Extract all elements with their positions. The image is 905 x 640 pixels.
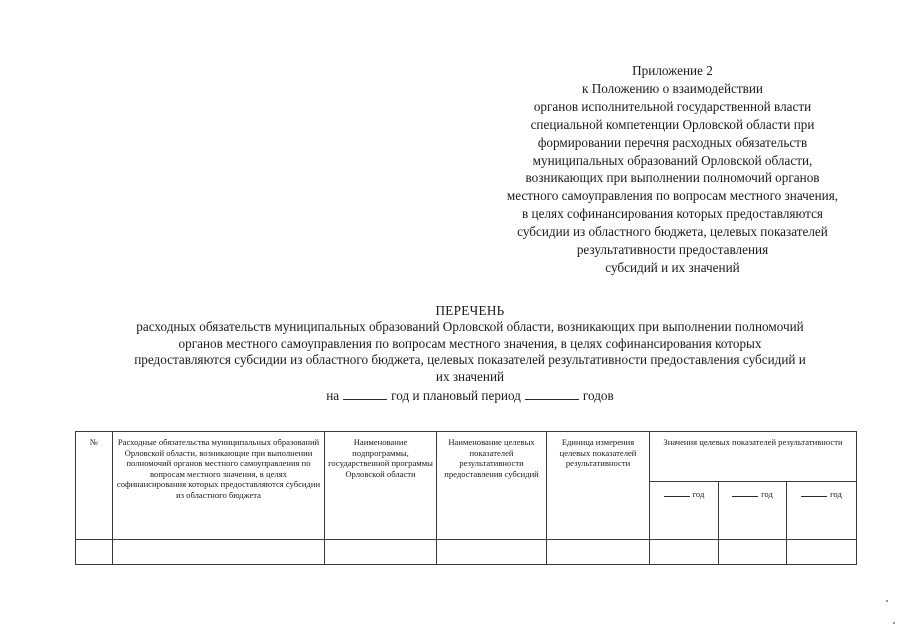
- year-column-header: год: [719, 482, 787, 540]
- appendix-line: субсидий и их значений: [605, 259, 740, 275]
- document-heading: ПЕРЕЧЕНЬ: [435, 303, 505, 318]
- appendix-line: формировании перечня расходных обязательств: [537, 134, 808, 150]
- year-blank[interactable]: [801, 487, 827, 497]
- year-column-header: год: [787, 482, 857, 540]
- period-suffix: годов: [582, 388, 614, 404]
- scan-speck: [886, 600, 888, 602]
- table-cell[interactable]: [650, 540, 719, 565]
- table-cell[interactable]: [547, 540, 650, 565]
- table-row: [76, 540, 857, 565]
- appendix-line: органов исполнительной государственной власти: [533, 98, 812, 114]
- table-header-row: [76, 432, 857, 482]
- appendix-line: субсидии из областного бюджета, целевых показателей: [517, 224, 828, 240]
- table-cell[interactable]: [719, 540, 787, 565]
- appendix-line: Приложение 2: [632, 63, 713, 78]
- scan-speck: [893, 622, 895, 624]
- document-title-line: предоставляются субсидии из областного бюджета, целевых показателей результативности предоставления субсидий и: [134, 352, 806, 368]
- period-middle: год и плановый период: [391, 388, 521, 404]
- appendix-line: местного самоуправления по вопросам местного значения,: [506, 188, 839, 204]
- document-title-line: расходных обязательств муниципальных образований Орловской области, возникающих при выполнении полномочий: [136, 319, 804, 335]
- header-values: Значения целевых показателей результативности: [650, 432, 857, 482]
- appendix-line: возникающих при выполнении полномочий органов: [525, 170, 820, 186]
- appendix-header: [470, 62, 875, 277]
- planning-period-blank-field[interactable]: [525, 387, 579, 400]
- table-cell[interactable]: [437, 540, 547, 565]
- table-cell[interactable]: [787, 540, 857, 565]
- header-indicators: Наименование целевых показателей результативности предоставления субсидий: [437, 432, 547, 540]
- table-cell[interactable]: [325, 540, 437, 565]
- appendix-line: муниципальных образований Орловской области,: [532, 152, 813, 168]
- document-title-line: их значений: [435, 368, 505, 384]
- appendix-line: результативности предоставления: [576, 242, 769, 258]
- year-blank-field[interactable]: [343, 387, 387, 400]
- period-line: [70, 387, 870, 404]
- year-column-header: год: [650, 482, 719, 540]
- appendix-line: в целях софинансирования которых предоставляются: [522, 206, 823, 222]
- appendix-line: специальной компетенции Орловской области при: [530, 116, 815, 132]
- table-cell[interactable]: [113, 540, 325, 565]
- document-title-block: [70, 303, 870, 404]
- period-prefix: на: [326, 388, 340, 404]
- year-blank[interactable]: [732, 487, 758, 497]
- header-subprogram: Наименование подпрограммы, государственной программы Орловской области: [325, 432, 437, 540]
- header-number: №: [76, 432, 113, 540]
- document-title-line: органов местного самоуправления по вопросам местного значения, в целях софинансирования которых: [178, 335, 762, 351]
- year-blank[interactable]: [664, 487, 690, 497]
- appendix-line: к Положению о взаимодействии: [582, 80, 763, 96]
- header-unit: Единица измерения целевых показателей результативности: [547, 432, 650, 540]
- table-cell[interactable]: [76, 540, 113, 565]
- header-obligations: Расходные обязательства муниципальных образований Орловской области, возникающие при выполнении полномочий органов местного самоуправления по вопросам местного значения, в целях софинансирования которых предоставляются субсидии из областного бюджета: [113, 432, 325, 540]
- obligations-table: [75, 431, 857, 565]
